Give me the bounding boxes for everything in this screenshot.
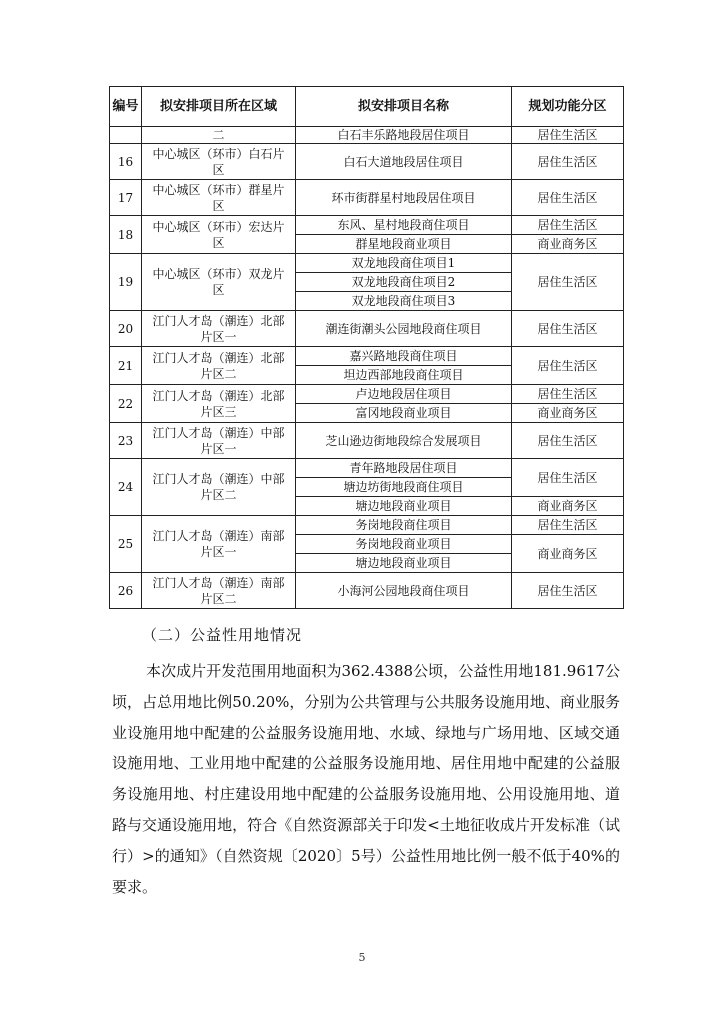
- paragraph-text: 本次成片开发范围用地面积为362.4388公顷，公益性用地181.9617公顷，占总用地比例50.20%，分别为公共管理与公共服务设施用地、商业服务业设施用地中配建的公益服务设施用地、水域、绿地与广场用地、区域交通设施用地、工业用地中配建的公益服务设施用地、居住用地中配建的公益服务设施用地、村庄建设用地中配建的公益服务设施用地、公用设施用地、道路与交通设施用地，符合《自然资源部关于印发<土地征收成片开发标准（试行）>的通知》（自然资规〔2020〕5号）公益性用地比例一般不低于40%的要求。: [112, 662, 620, 896]
- row-zone: 居住生活区: [512, 423, 624, 459]
- row-project-name: 白石丰乐路地段居住项目: [296, 127, 512, 144]
- row-area: 江门人才岛（潮连）南部片区二: [142, 573, 296, 609]
- row-number: 24: [110, 459, 142, 516]
- row-area: 中心城区（环市）宏达片区: [142, 216, 296, 254]
- section-heading: （二）公益性用地情况: [142, 626, 303, 644]
- row-project-name: 富冈地段商业项目: [296, 404, 512, 423]
- row-area: 江门人才岛（潮连）中部片区二: [142, 459, 296, 516]
- row-project-name: 芝山逊边街地段综合发展项目: [296, 423, 512, 459]
- row-project-name: 青年路地段居住项目: [296, 459, 512, 478]
- table-row: [110, 144, 624, 180]
- row-zone: 居住生活区: [512, 216, 624, 235]
- row-zone: 居住生活区: [512, 144, 624, 180]
- table-row: [110, 347, 624, 366]
- row-project-name: 卢边地段居住项目: [296, 385, 512, 404]
- row-project-name: 塘边地段商业项目: [296, 554, 512, 573]
- row-zone: 商业商务区: [512, 535, 624, 573]
- row-area: 中心城区（环市）白石片区: [142, 144, 296, 180]
- body-paragraph: [112, 656, 620, 902]
- row-project-name: 塘边地段商业项目: [296, 497, 512, 516]
- row-number: 20: [110, 311, 142, 347]
- row-zone: 居住生活区: [512, 385, 624, 404]
- row-zone: 商业商务区: [512, 235, 624, 254]
- row-project-name: 务岗地段商业项目: [296, 535, 512, 554]
- row-number: 22: [110, 385, 142, 423]
- row-area: 二: [142, 127, 296, 144]
- row-number: [110, 127, 142, 144]
- row-zone: 居住生活区: [512, 459, 624, 497]
- page-number: 5: [358, 951, 366, 964]
- row-project-name: 双龙地段商住项目3: [296, 292, 512, 311]
- table-row: [110, 459, 624, 478]
- header-number: 编号: [110, 87, 142, 127]
- row-project-name: 潮连街潮头公园地段商住项目: [296, 311, 512, 347]
- table-row: [110, 385, 624, 404]
- header-area: 拟安排项目所在区域: [142, 87, 296, 127]
- table-row: [110, 254, 624, 273]
- row-area: 中心城区（环市）双龙片区: [142, 254, 296, 311]
- row-area: 江门人才岛（潮连）北部片区三: [142, 385, 296, 423]
- header-zone: 规划功能分区: [512, 87, 624, 127]
- row-number: 16: [110, 144, 142, 180]
- row-project-name: 环市街群星村地段居住项目: [296, 180, 512, 216]
- row-number: 21: [110, 347, 142, 385]
- row-number: 25: [110, 516, 142, 573]
- row-area: 江门人才岛（潮连）北部片区二: [142, 347, 296, 385]
- row-project-name: 塘边坊街地段商住项目: [296, 478, 512, 497]
- row-area: 江门人才岛（潮连）北部片区一: [142, 311, 296, 347]
- row-project-name: 双龙地段商住项目2: [296, 273, 512, 292]
- table-row: [110, 423, 624, 459]
- table-row: [110, 127, 624, 144]
- table-row: [110, 573, 624, 609]
- row-zone: 商业商务区: [512, 497, 624, 516]
- table-row: [110, 516, 624, 535]
- row-project-name: 白石大道地段居住项目: [296, 144, 512, 180]
- row-zone: 居住生活区: [512, 180, 624, 216]
- row-project-name: 东风、星村地段商住项目: [296, 216, 512, 235]
- row-number: 19: [110, 254, 142, 311]
- row-project-name: 群星地段商业项目: [296, 235, 512, 254]
- header-project-name: 拟安排项目名称: [296, 87, 512, 127]
- row-number: 23: [110, 423, 142, 459]
- row-area: 江门人才岛（潮连）南部片区一: [142, 516, 296, 573]
- row-project-name: 嘉兴路地段商住项目: [296, 347, 512, 366]
- project-table: [109, 86, 624, 609]
- row-project-name: 坦边西部地段商住项目: [296, 366, 512, 385]
- row-project-name: 小海河公园地段商住项目: [296, 573, 512, 609]
- row-zone: 居住生活区: [512, 347, 624, 385]
- row-zone: 居住生活区: [512, 127, 624, 144]
- row-project-name: 务岗地段商住项目: [296, 516, 512, 535]
- row-zone: 商业商务区: [512, 404, 624, 423]
- row-number: 17: [110, 180, 142, 216]
- row-zone: 居住生活区: [512, 311, 624, 347]
- row-number: 26: [110, 573, 142, 609]
- row-zone: 居住生活区: [512, 254, 624, 311]
- row-zone: 居住生活区: [512, 573, 624, 609]
- table-row: [110, 311, 624, 347]
- row-zone: 居住生活区: [512, 516, 624, 535]
- row-area: 江门人才岛（潮连）中部片区一: [142, 423, 296, 459]
- table-header-row: [110, 87, 624, 127]
- row-area: 中心城区（环市）群星片区: [142, 180, 296, 216]
- row-number: 18: [110, 216, 142, 254]
- table-row: [110, 180, 624, 216]
- table-row: [110, 216, 624, 235]
- row-project-name: 双龙地段商住项目1: [296, 254, 512, 273]
